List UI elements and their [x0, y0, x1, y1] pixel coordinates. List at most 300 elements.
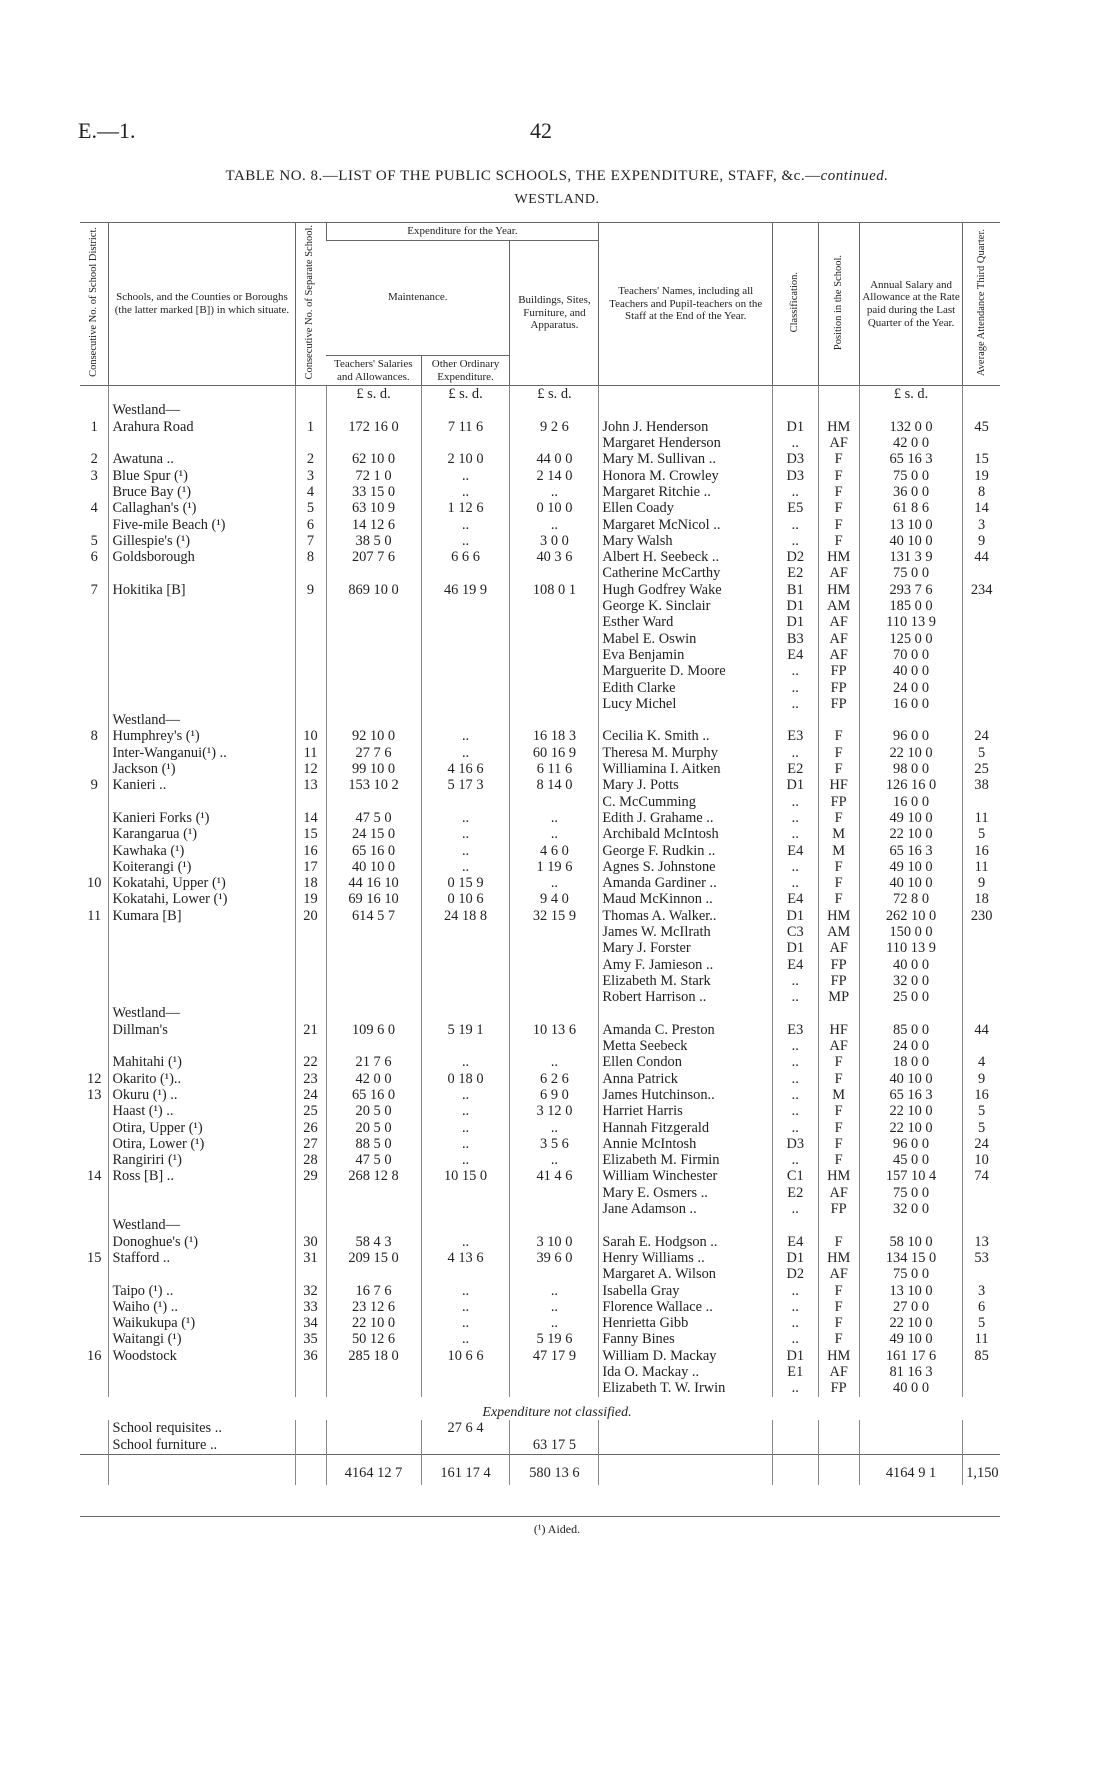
teacher-name: Harriet Harris	[599, 1103, 773, 1119]
other-expenditure	[421, 1185, 510, 1201]
table-row	[80, 582, 1000, 598]
table-row	[80, 1054, 1000, 1070]
teachers-salaries: 92 10 0	[326, 728, 421, 744]
title-main: TABLE NO. 8.—LIST OF THE PUBLIC SCHOOLS, THE EXPENDITURE, STAFF, &c.—	[225, 168, 821, 184]
buildings-expenditure	[510, 598, 599, 614]
teachers-salaries	[326, 680, 421, 696]
teachers-salaries: 27 7 6	[326, 745, 421, 761]
classification: D2	[773, 1266, 818, 1282]
classification: B1	[773, 582, 818, 598]
other-expenditure	[421, 1364, 510, 1380]
annual-salary: 65 16 3	[859, 843, 962, 859]
buildings-expenditure: 6 2 6	[510, 1071, 599, 1087]
other-expenditure: 0 15 9	[421, 875, 510, 891]
position	[818, 402, 859, 418]
classification: E4	[773, 647, 818, 663]
separate-no	[295, 1380, 326, 1396]
position: AM	[818, 598, 859, 614]
teachers-salaries	[326, 402, 421, 418]
average-attendance	[963, 402, 1000, 418]
classification: ..	[773, 680, 818, 696]
district-no	[80, 1266, 109, 1282]
table-row	[80, 1266, 1000, 1282]
teacher-name: Ellen Coady	[599, 500, 773, 516]
other-expenditure	[421, 565, 510, 581]
position: F	[818, 1071, 859, 1087]
annual-salary: 22 10 0	[859, 1103, 962, 1119]
district-no	[80, 957, 109, 973]
school-name: Donoghue's (¹)	[109, 1234, 295, 1250]
annual-salary: 150 0 0	[859, 924, 962, 940]
teachers-salaries: 20 5 0	[326, 1120, 421, 1136]
table-title	[0, 168, 1114, 185]
units-salary: £ s. d.	[859, 386, 962, 403]
teachers-salaries: 44 16 10	[326, 875, 421, 891]
buildings-expenditure: ..	[510, 875, 599, 891]
buildings-expenditure: 2 14 0	[510, 468, 599, 484]
school-name: Kokatahi, Lower (¹)	[109, 891, 295, 907]
table-row	[80, 1071, 1000, 1087]
school-name: Arahura Road	[109, 419, 295, 435]
totals-row	[80, 1455, 1000, 1486]
other-expenditure	[421, 1217, 510, 1233]
district-no: 10	[87, 875, 102, 892]
teachers-salaries: 614 5 7	[326, 908, 421, 924]
teachers-salaries: 50 12 6	[326, 1331, 421, 1347]
annual-salary: 24 0 0	[859, 680, 962, 696]
teachers-salaries	[326, 957, 421, 973]
average-attendance	[963, 598, 1000, 614]
position: HM	[818, 908, 859, 924]
other-expenditure	[421, 1005, 510, 1021]
district-no	[80, 1005, 109, 1021]
classification: ..	[773, 1103, 818, 1119]
average-attendance: 24	[963, 1136, 1000, 1152]
table-row	[80, 402, 1000, 418]
position: F	[818, 1054, 859, 1070]
buildings-expenditure	[510, 1201, 599, 1217]
other-expenditure: 5 19 1	[421, 1022, 510, 1038]
annual-salary: 65 16 3	[859, 451, 962, 467]
district-no	[80, 940, 109, 956]
position: M	[818, 826, 859, 842]
teacher-name: William D. Mackay	[599, 1348, 773, 1364]
table-row	[80, 957, 1000, 973]
average-attendance	[963, 1038, 1000, 1054]
separate-no: 23	[295, 1071, 326, 1087]
table-row	[80, 631, 1000, 647]
other-expenditure: ..	[421, 826, 510, 842]
annual-salary: 42 0 0	[859, 435, 962, 451]
buildings-expenditure	[510, 1364, 599, 1380]
teacher-name: Elizabeth M. Firmin	[599, 1152, 773, 1168]
separate-no: 27	[295, 1136, 326, 1152]
table-row	[80, 761, 1000, 777]
table-row	[80, 565, 1000, 581]
title-continued: continued.	[820, 168, 889, 184]
buildings-expenditure: 41 4 6	[510, 1168, 599, 1184]
teacher-name: Catherine McCarthy	[599, 565, 773, 581]
district-no	[80, 517, 109, 533]
teachers-salaries	[326, 647, 421, 663]
other-expenditure	[421, 696, 510, 712]
teachers-salaries: 869 10 0	[326, 582, 421, 598]
table-row	[80, 728, 1000, 744]
school-name	[109, 631, 295, 647]
separate-no: 32	[295, 1283, 326, 1299]
annual-salary: 75 0 0	[859, 1185, 962, 1201]
classification: ..	[773, 533, 818, 549]
teacher-name: Amy F. Jamieson ..	[599, 957, 773, 973]
furniture-buildings: 63 17 5	[510, 1437, 599, 1455]
other-expenditure: ..	[421, 810, 510, 826]
other-expenditure	[421, 973, 510, 989]
school-name	[109, 598, 295, 614]
table-row	[80, 1234, 1000, 1250]
school-name: Stafford ..	[109, 1250, 295, 1266]
teacher-name: Mary J. Forster	[599, 940, 773, 956]
teachers-salaries: 268 12 8	[326, 1168, 421, 1184]
classification: ..	[773, 1120, 818, 1136]
total-attendance: 1,150	[963, 1455, 1000, 1486]
annual-salary: 132 0 0	[859, 419, 962, 435]
school-name: Rangiriri (¹)	[109, 1152, 295, 1168]
district-no: 9	[90, 777, 98, 794]
teacher-name: Sarah E. Hodgson ..	[599, 1234, 773, 1250]
total-other: 161 17 4	[421, 1455, 510, 1486]
school-name	[109, 1364, 295, 1380]
teacher-name: Ida O. Mackay ..	[599, 1364, 773, 1380]
other-expenditure	[421, 598, 510, 614]
district-no: 1	[90, 418, 98, 435]
position: AM	[818, 924, 859, 940]
teacher-name: William Winchester	[599, 1168, 773, 1184]
teacher-name: James Hutchinson..	[599, 1087, 773, 1103]
buildings-expenditure	[510, 794, 599, 810]
average-attendance: 11	[963, 810, 1000, 826]
annual-salary: 40 10 0	[859, 533, 962, 549]
classification: E2	[773, 1185, 818, 1201]
position: AF	[818, 1038, 859, 1054]
average-attendance	[963, 1364, 1000, 1380]
classification: D3	[773, 1136, 818, 1152]
other-expenditure: 4 13 6	[421, 1250, 510, 1266]
table-row	[80, 940, 1000, 956]
average-attendance	[963, 924, 1000, 940]
annual-salary: 36 0 0	[859, 484, 962, 500]
average-attendance: 5	[963, 1120, 1000, 1136]
teacher-name: Henry Williams ..	[599, 1250, 773, 1266]
annual-salary: 65 16 3	[859, 1087, 962, 1103]
table-row	[80, 875, 1000, 891]
table-row	[80, 696, 1000, 712]
classification: ..	[773, 1071, 818, 1087]
teachers-salaries	[326, 435, 421, 451]
teacher-name: Isabella Gray	[599, 1283, 773, 1299]
teachers-salaries	[326, 989, 421, 1005]
school-name: Gillespie's (¹)	[109, 533, 295, 549]
district-no	[80, 843, 109, 859]
average-attendance	[963, 647, 1000, 663]
school-name: Kokatahi, Upper (¹)	[109, 875, 295, 891]
district-no	[80, 614, 109, 630]
buildings-expenditure: 6 11 6	[510, 761, 599, 777]
position: F	[818, 1283, 859, 1299]
header-other: Other Ordinary Expenditure.	[421, 355, 510, 385]
position: AF	[818, 940, 859, 956]
other-expenditure: ..	[421, 1120, 510, 1136]
teacher-name: Mary E. Osmers ..	[599, 1185, 773, 1201]
teachers-salaries: 23 12 6	[326, 1299, 421, 1315]
other-expenditure: ..	[421, 1331, 510, 1347]
table-row	[80, 598, 1000, 614]
table-row	[80, 1168, 1000, 1184]
table-row	[80, 924, 1000, 940]
annual-salary: 125 0 0	[859, 631, 962, 647]
header-district: Consecutive No. of School District.	[80, 223, 109, 386]
classification: ..	[773, 989, 818, 1005]
district-no	[80, 696, 109, 712]
teacher-name: George F. Rudkin ..	[599, 843, 773, 859]
annual-salary: 40 10 0	[859, 875, 962, 891]
table-row	[80, 1038, 1000, 1054]
buildings-expenditure	[510, 435, 599, 451]
school-name: Waiho (¹) ..	[109, 1299, 295, 1315]
header-teachers: Teachers' Names, including all Teachers and Pupil-teachers on the Staff at the End of the Year.	[599, 223, 773, 386]
annual-salary: 110 13 9	[859, 940, 962, 956]
annual-salary: 96 0 0	[859, 1136, 962, 1152]
classification: E4	[773, 957, 818, 973]
separate-no	[295, 680, 326, 696]
buildings-expenditure	[510, 924, 599, 940]
teachers-salaries	[326, 924, 421, 940]
table-row	[80, 1331, 1000, 1347]
annual-salary	[859, 1005, 962, 1021]
table-row	[80, 1217, 1000, 1233]
position: F	[818, 1120, 859, 1136]
average-attendance: 5	[963, 1103, 1000, 1119]
classification: ..	[773, 745, 818, 761]
school-name: Woodstock	[109, 1348, 295, 1364]
classification: ..	[773, 484, 818, 500]
separate-no	[295, 435, 326, 451]
separate-no: 18	[295, 875, 326, 891]
average-attendance: 14	[963, 500, 1000, 516]
unclassified-table	[80, 1420, 1000, 1485]
annual-salary: 22 10 0	[859, 826, 962, 842]
average-attendance: 53	[963, 1250, 1000, 1266]
position: AF	[818, 1185, 859, 1201]
buildings-expenditure: ..	[510, 1120, 599, 1136]
classification: ..	[773, 859, 818, 875]
district-no	[80, 1136, 109, 1152]
other-expenditure: 10 15 0	[421, 1168, 510, 1184]
other-expenditure: 2 10 0	[421, 451, 510, 467]
annual-salary: 75 0 0	[859, 565, 962, 581]
table-row	[80, 1380, 1000, 1396]
classification: ..	[773, 1299, 818, 1315]
position: HM	[818, 549, 859, 565]
average-attendance	[963, 794, 1000, 810]
units-salaries: £ s. d.	[326, 386, 421, 403]
teachers-salaries	[326, 1217, 421, 1233]
separate-no: 35	[295, 1331, 326, 1347]
district-no	[80, 712, 109, 728]
average-attendance: 44	[963, 549, 1000, 565]
annual-salary: 22 10 0	[859, 1120, 962, 1136]
position: FP	[818, 1201, 859, 1217]
position: AF	[818, 1266, 859, 1282]
average-attendance: 11	[963, 1331, 1000, 1347]
district-no	[80, 565, 109, 581]
teacher-name: Marguerite D. Moore	[599, 663, 773, 679]
position: HM	[818, 419, 859, 435]
district-no	[80, 1185, 109, 1201]
position: AF	[818, 1364, 859, 1380]
school-name: Ross [B] ..	[109, 1168, 295, 1184]
annual-salary: 293 7 6	[859, 582, 962, 598]
district-no: 6	[90, 549, 98, 566]
other-expenditure: ..	[421, 1054, 510, 1070]
annual-salary	[859, 1217, 962, 1233]
annual-salary: 134 15 0	[859, 1250, 962, 1266]
separate-no: 17	[295, 859, 326, 875]
annual-salary: 32 0 0	[859, 973, 962, 989]
annual-salary: 75 0 0	[859, 468, 962, 484]
position: AF	[818, 631, 859, 647]
teachers-salaries: 14 12 6	[326, 517, 421, 533]
classification	[773, 712, 818, 728]
other-expenditure	[421, 712, 510, 728]
teacher-name: Esther Ward	[599, 614, 773, 630]
buildings-expenditure	[510, 1005, 599, 1021]
district-no	[80, 1201, 109, 1217]
average-attendance	[963, 614, 1000, 630]
buildings-expenditure	[510, 973, 599, 989]
buildings-expenditure: 3 10 0	[510, 1234, 599, 1250]
district-no	[80, 973, 109, 989]
buildings-expenditure: 3 0 0	[510, 533, 599, 549]
separate-no	[295, 1185, 326, 1201]
average-attendance: 9	[963, 533, 1000, 549]
school-name: Waikukupa (¹)	[109, 1315, 295, 1331]
teacher-name	[599, 402, 773, 418]
buildings-expenditure	[510, 1038, 599, 1054]
district-no	[80, 859, 109, 875]
table-row	[80, 1185, 1000, 1201]
other-expenditure: ..	[421, 533, 510, 549]
classification	[773, 402, 818, 418]
separate-no: 10	[295, 728, 326, 744]
district-no	[80, 402, 109, 418]
buildings-expenditure: 4 6 0	[510, 843, 599, 859]
district-no	[80, 745, 109, 761]
separate-no	[295, 1217, 326, 1233]
table-row	[80, 468, 1000, 484]
buildings-expenditure: 9 2 6	[510, 419, 599, 435]
position: FP	[818, 663, 859, 679]
district-no	[80, 810, 109, 826]
school-name	[109, 940, 295, 956]
position: AF	[818, 435, 859, 451]
school-name	[109, 663, 295, 679]
separate-no: 19	[295, 891, 326, 907]
school-name: Otira, Upper (¹)	[109, 1120, 295, 1136]
buildings-expenditure: 1 19 6	[510, 859, 599, 875]
average-attendance	[963, 663, 1000, 679]
average-attendance	[963, 435, 1000, 451]
school-name: Koiterangi (¹)	[109, 859, 295, 875]
classification: ..	[773, 973, 818, 989]
district-no	[80, 631, 109, 647]
separate-no: 2	[295, 451, 326, 467]
header-expenditure: Expenditure for the Year.	[326, 223, 599, 241]
teachers-salaries	[326, 1364, 421, 1380]
buildings-expenditure: 3 5 6	[510, 1136, 599, 1152]
other-expenditure	[421, 924, 510, 940]
school-name: Awatuna ..	[109, 451, 295, 467]
annual-salary: 96 0 0	[859, 728, 962, 744]
position: F	[818, 891, 859, 907]
annual-salary: 61 8 6	[859, 500, 962, 516]
teacher-name: Metta Seebeck	[599, 1038, 773, 1054]
teacher-name: Elizabeth T. W. Irwin	[599, 1380, 773, 1396]
average-attendance: 9	[963, 1071, 1000, 1087]
teachers-salaries: 109 6 0	[326, 1022, 421, 1038]
separate-no: 20	[295, 908, 326, 924]
annual-salary: 40 0 0	[859, 663, 962, 679]
school-name	[109, 957, 295, 973]
header-classification: Classification.	[773, 223, 818, 386]
buildings-expenditure	[510, 631, 599, 647]
classification: E1	[773, 1364, 818, 1380]
school-name: Westland—	[109, 1217, 295, 1233]
position: HF	[818, 777, 859, 793]
average-attendance: 5	[963, 826, 1000, 842]
other-expenditure	[421, 663, 510, 679]
teacher-name: Lucy Michel	[599, 696, 773, 712]
buildings-expenditure	[510, 957, 599, 973]
buildings-expenditure: 5 19 6	[510, 1331, 599, 1347]
annual-salary: 16 0 0	[859, 794, 962, 810]
annual-salary: 27 0 0	[859, 1299, 962, 1315]
average-attendance: 38	[963, 777, 1000, 793]
annual-salary: 70 0 0	[859, 647, 962, 663]
other-expenditure: ..	[421, 1299, 510, 1315]
position: F	[818, 728, 859, 744]
buildings-expenditure: 40 3 6	[510, 549, 599, 565]
school-name: Kumara [B]	[109, 908, 295, 924]
other-expenditure	[421, 989, 510, 1005]
annual-salary: 58 10 0	[859, 1234, 962, 1250]
classification: ..	[773, 435, 818, 451]
other-expenditure	[421, 614, 510, 630]
classification	[773, 1217, 818, 1233]
average-attendance	[963, 680, 1000, 696]
average-attendance: 5	[963, 745, 1000, 761]
other-expenditure: ..	[421, 1315, 510, 1331]
separate-no: 36	[295, 1348, 326, 1364]
table-row	[80, 647, 1000, 663]
separate-no: 31	[295, 1250, 326, 1266]
school-name	[109, 1185, 295, 1201]
teachers-salaries: 209 15 0	[326, 1250, 421, 1266]
other-expenditure: 0 10 6	[421, 891, 510, 907]
school-name	[109, 973, 295, 989]
teacher-name: Edith Clarke	[599, 680, 773, 696]
other-expenditure	[421, 1201, 510, 1217]
annual-salary: 161 17 6	[859, 1348, 962, 1364]
